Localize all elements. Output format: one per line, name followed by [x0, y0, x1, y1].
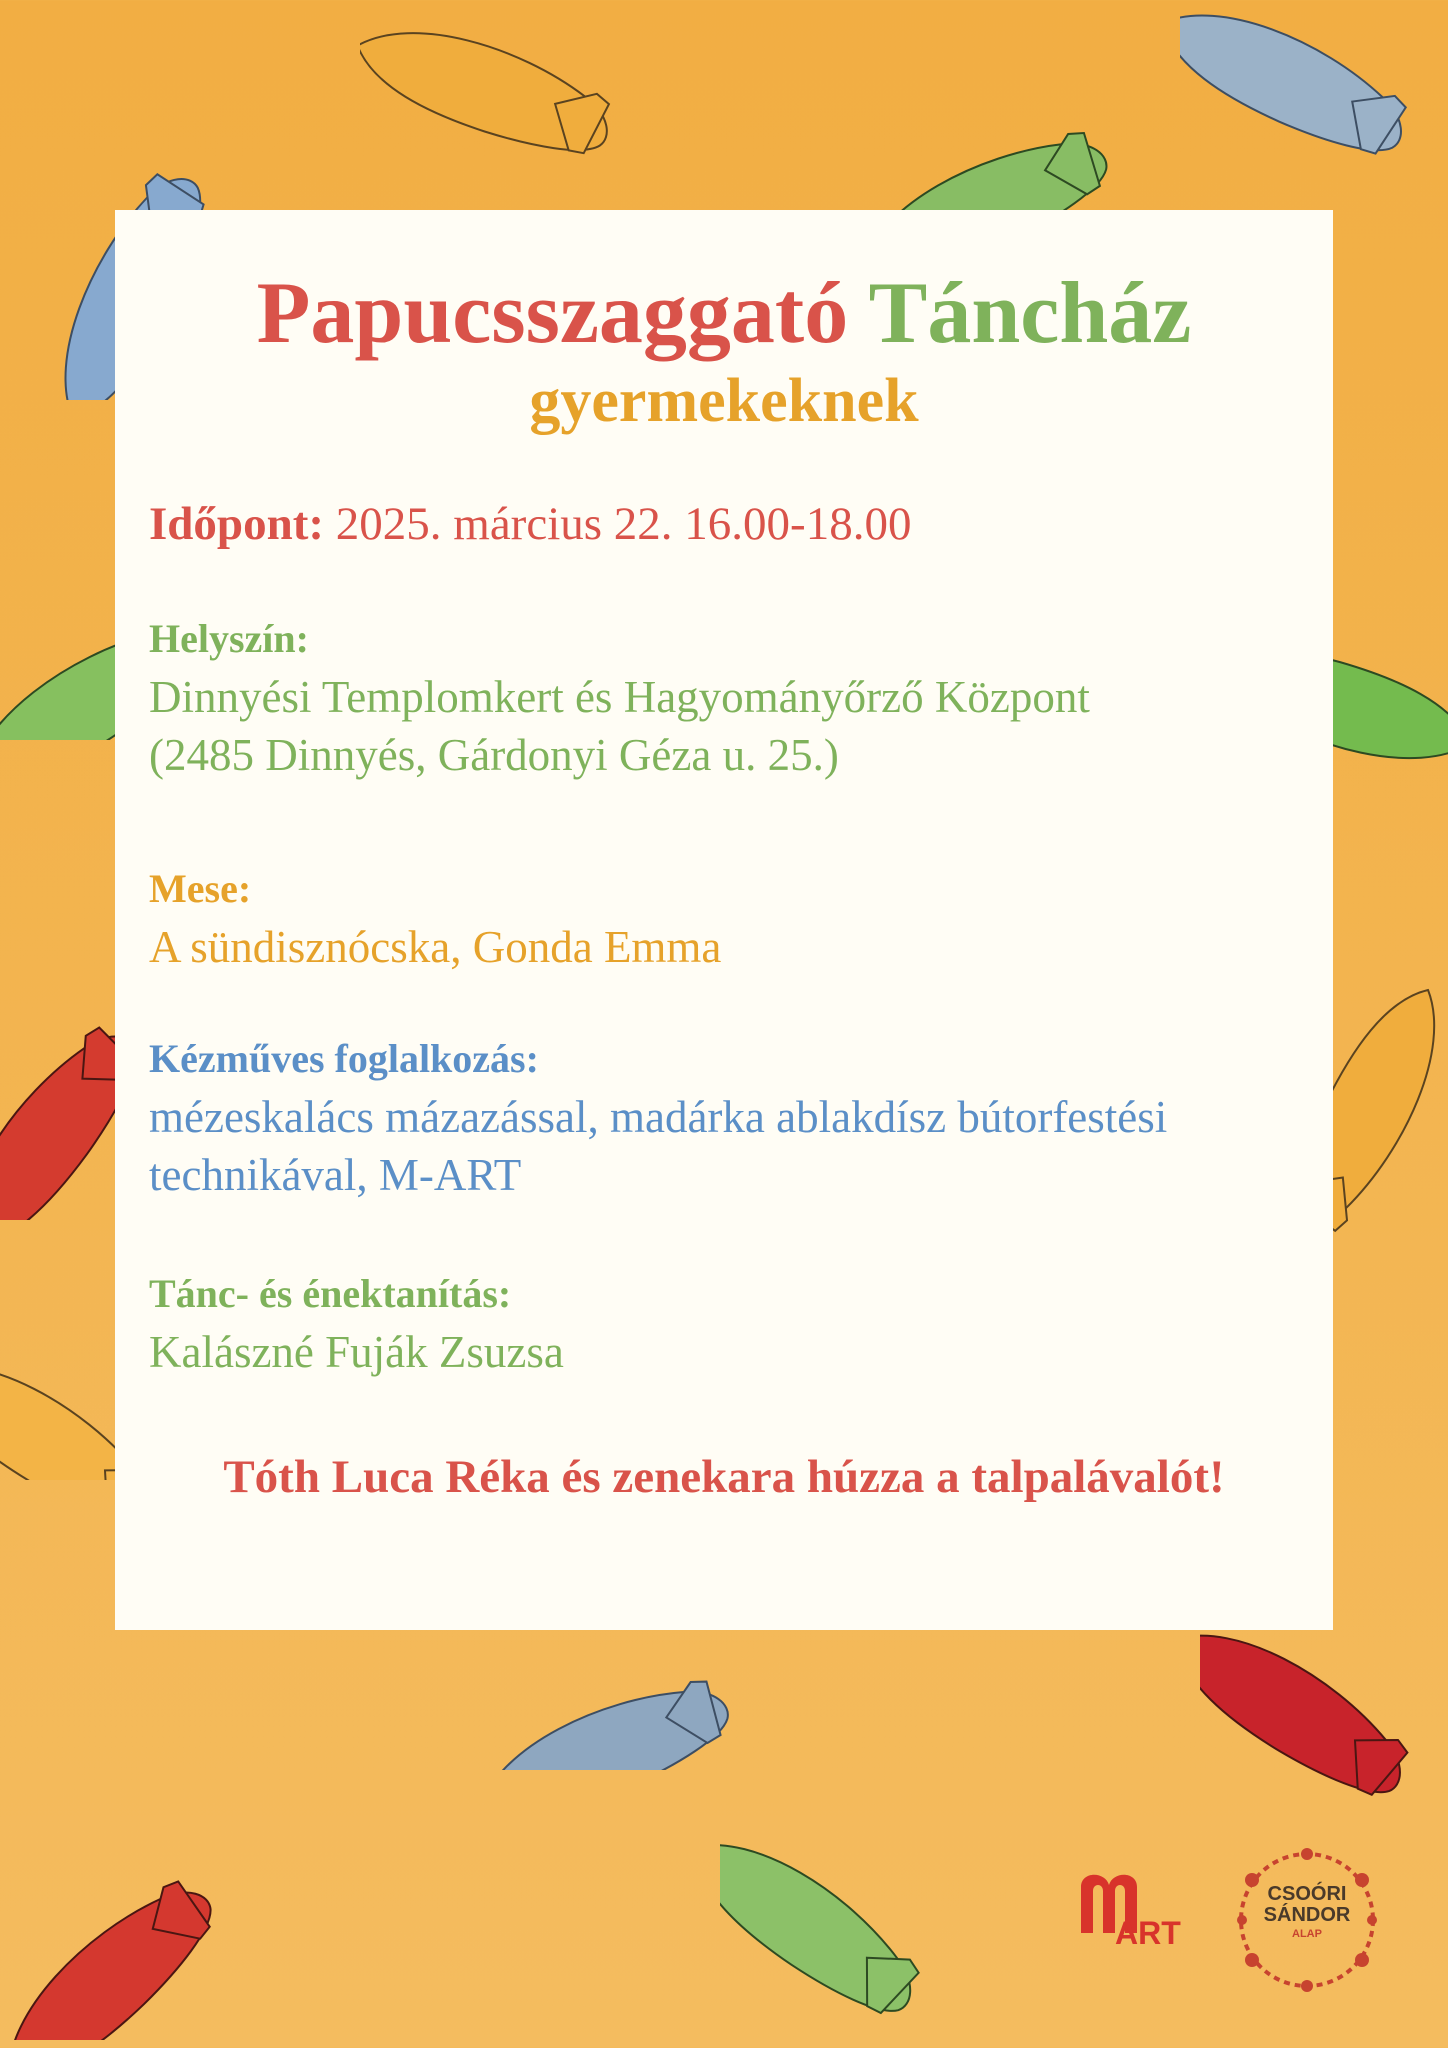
helyszin-section	[149, 610, 1303, 784]
kezmuves-line2: technikával, M-ART	[149, 1150, 522, 1200]
csoori-line3: ALAP	[1292, 1928, 1322, 1940]
helyszin-label: Helyszín:	[149, 616, 309, 661]
title-part2: Táncház	[868, 265, 1192, 362]
slipper-decoration-green-left	[0, 590, 120, 740]
idopont-value: 2025. március 22. 16.00-18.00	[335, 498, 912, 550]
slipper-decoration-red-left	[0, 980, 120, 1220]
slipper-decoration-orange-top	[360, 0, 740, 180]
mart-logo	[1075, 1865, 1205, 1950]
idopont-label: Időpont:	[149, 498, 325, 550]
csoori-line1: CSOÓRI	[1267, 1883, 1347, 1905]
mese-section	[149, 860, 1303, 976]
csoori-sandor-alap-logo	[1232, 1840, 1382, 2000]
tanc-section	[149, 1265, 1303, 1381]
event-title	[115, 265, 1333, 362]
event-info-card	[115, 210, 1333, 1630]
slipper-decoration-blue-topright	[1180, 0, 1448, 170]
tanc-value: Kalászné Fuják Zsuzsa	[149, 1327, 564, 1377]
helyszin-line2: (2485 Dinnyés, Gárdonyi Géza u. 25.)	[149, 730, 839, 780]
mart-logo-text: ART	[1115, 1915, 1181, 1951]
helyszin-line1: Dinnyési Templomkert és Hagyományőrző Központ	[149, 672, 1090, 722]
mese-value: A sündisznócska, Gonda Emma	[149, 922, 722, 972]
csoori-line2: SÁNDOR	[1263, 1904, 1351, 1926]
closing-line: Tóth Luca Réka és zenekara húzza a talpalávalót!	[223, 1451, 1225, 1503]
slipper-decoration-green-bottom	[720, 1780, 1060, 2048]
kezmuves-section	[149, 1030, 1303, 1204]
slipper-decoration-orange-left	[0, 1310, 120, 1480]
mese-label: Mese:	[149, 866, 252, 911]
slipper-decoration-red-bottomleft	[0, 1720, 290, 2040]
tanc-label: Tánc- és énektanítás:	[149, 1271, 512, 1316]
kezmuves-label: Kézműves foglalkozás:	[149, 1036, 539, 1081]
event-subtitle: gyermekeknek	[529, 367, 919, 435]
kezmuves-line1: mézeskalács mázazással, madárka ablakdísz bútorfestési	[149, 1092, 1168, 1142]
idopont-row	[149, 495, 1303, 553]
title-part1: Papucsszaggató	[256, 265, 849, 362]
